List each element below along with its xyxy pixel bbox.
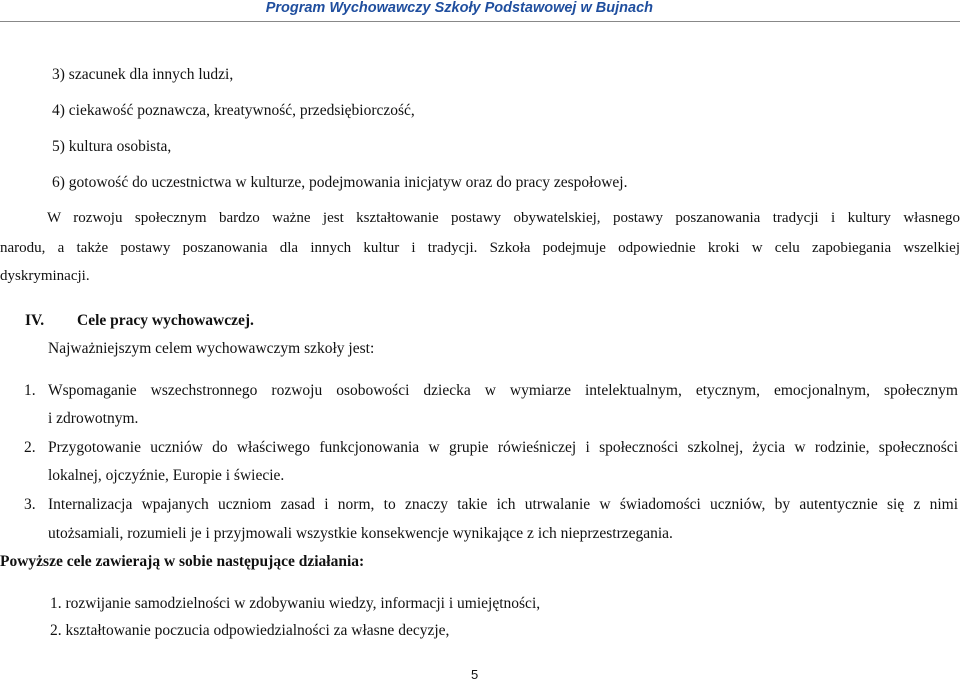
list-item xyxy=(52,137,171,157)
paragraph-line: W rozwoju społecznym bardzo ważne jest kształtowanie postawy obywatelskiej, postawy poszanowania tradycji i kultury własnego xyxy=(47,210,960,226)
goal-text-line: Wspomaganie wszechstronnego rozwoju osobowości dziecka w wymiarze intelektualnym, etycznym, emocjonalnym, społecznym xyxy=(48,382,958,399)
list-item xyxy=(52,173,627,193)
list-item-text: rozwijanie samodzielności w zdobywaniu wiedzy, informacji i umiejętności, xyxy=(65,595,541,612)
list-item-text: kształtowanie poczucia odpowiedzialności za własne decyzje, xyxy=(65,622,450,639)
goal-text-line: utożsamiali, rozumieli je i przyjmowali wszystkie konsekwencje wynikające z ich nieprzestrzegania. xyxy=(48,525,673,542)
list-item-text: kultura osobista, xyxy=(68,138,172,155)
page-number: 5 xyxy=(471,667,479,682)
section-number: IV. xyxy=(25,312,45,329)
list-item-number: 3) xyxy=(52,66,65,83)
header-title: Program Wychowawczy Szkoły Podstawowej w Bujnach xyxy=(265,0,653,16)
goal-text-line: lokalnej, ojczyźnie, Europie i świecie. xyxy=(48,467,285,484)
list-item-number: 2. xyxy=(50,622,62,639)
goal-text-line: Internalizacja wpajanych uczniom zasad i norm, to znaczy takie ich utrwalanie w świadomości uczniów, by autentycznie się z nimi xyxy=(48,496,958,513)
paragraph-line: dyskryminacji. xyxy=(0,268,90,284)
section-title: Cele pracy wychowawczej. xyxy=(77,312,254,329)
list-item xyxy=(52,65,233,85)
paragraph-line: narodu, a także postawy poszanowania dla innych kultur i tradycji. Szkoła podejmuje odpowiednie kroki w celu zapobiegania wszelkiej xyxy=(0,240,960,256)
goal-number: 2. xyxy=(24,439,36,456)
goal-text-line: Przygotowanie uczniów do właściwego funkcjonowania w grupie rówieśniczej i społeczności szkolnej, życia w rodzinie, społeczności xyxy=(48,439,958,456)
list-item-text: ciekawość poznawcza, kreatywność, przedsiębiorczość, xyxy=(68,102,415,119)
list-item xyxy=(50,621,449,641)
list-item xyxy=(52,101,415,121)
section-intro: Najważniejszym celem wychowawczym szkoły jest: xyxy=(48,340,375,357)
list-item-number: 1. xyxy=(50,595,62,612)
list-item-text: szacunek dla innych ludzi, xyxy=(68,66,234,83)
goal-text-line: i zdrowotnym. xyxy=(48,410,139,427)
list-item-text: gotowość do uczestnictwa w kulturze, podejmowania inicjatyw oraz do pracy zespołowej. xyxy=(68,174,628,191)
goal-number: 3. xyxy=(24,496,36,513)
page-header xyxy=(0,0,960,22)
list-item-number: 5) xyxy=(52,138,65,155)
list-item-number: 4) xyxy=(52,102,65,119)
actions-heading: Powyższe cele zawierają w sobie następujące działania: xyxy=(0,553,365,570)
list-item-number: 6) xyxy=(52,174,65,191)
list-item xyxy=(50,594,540,614)
goal-number: 1. xyxy=(24,382,36,399)
